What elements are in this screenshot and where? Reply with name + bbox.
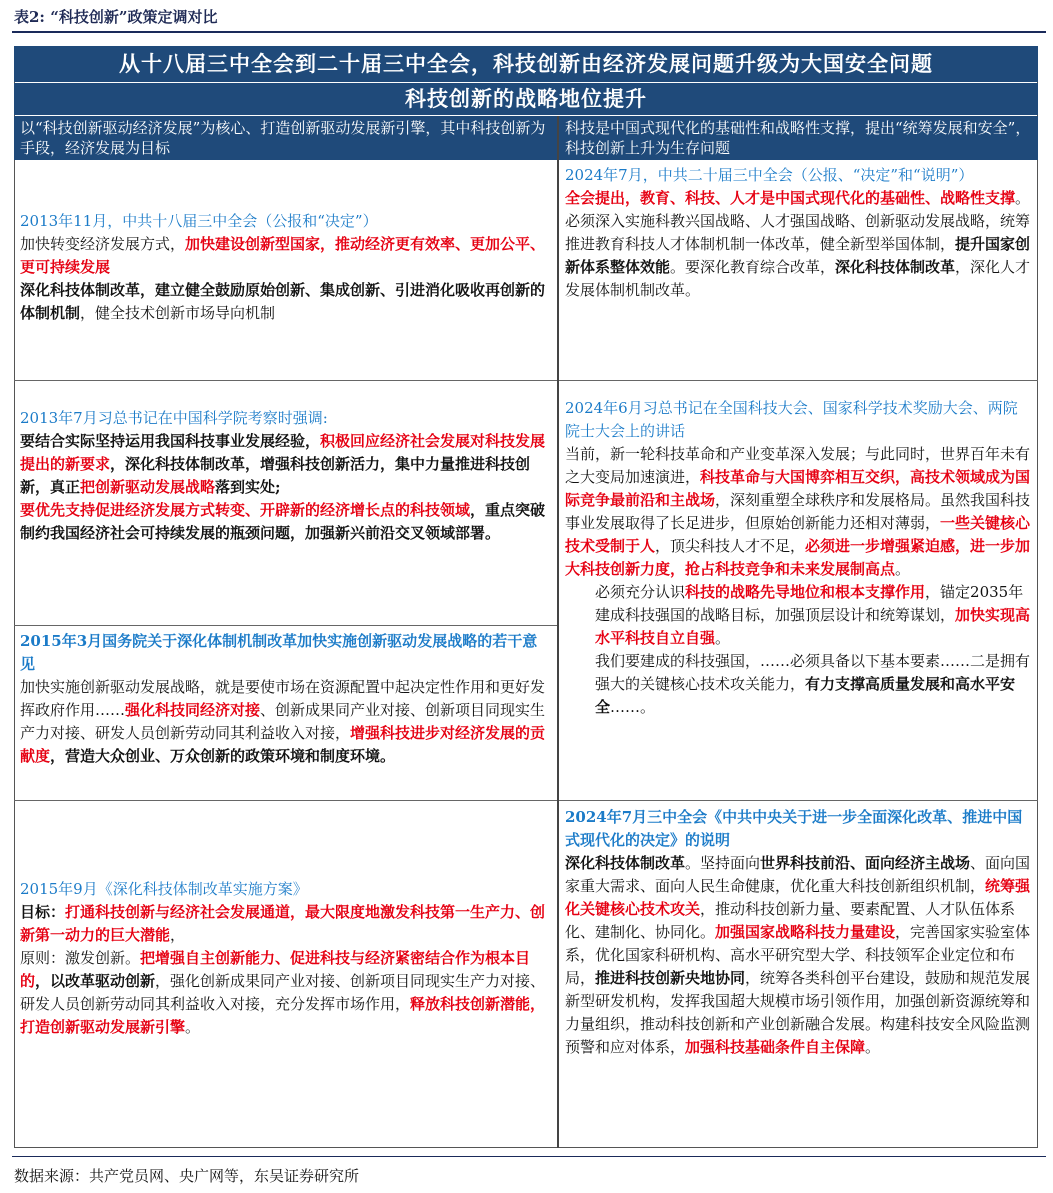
text-run: ， (170, 926, 186, 944)
text-run: 加快实施创新驱动发展战略，就是要使市场在资源配置中起决定性作用和更好发挥政府作用…… (20, 678, 546, 719)
right-cell-2024-jun-speech (559, 397, 1038, 719)
cell-title: 2015年9月《深化科技体制改革实施方案》 (20, 880, 308, 898)
text-run: 必须充分认识 (595, 583, 686, 601)
bold-text: 世界科技前沿、面向经济主战场 (760, 854, 971, 872)
bold-text: 深化科技体制改革 (835, 258, 956, 276)
table-title-banner: 从十八届三中全会到二十届三中全会，科技创新由经济发展问题升级为大国安全问题 (14, 46, 1038, 82)
bold-text: 有力支撑高质量发展和高水平安全 (595, 675, 1016, 716)
bold-text: 推进科技创新央地协同 (595, 969, 746, 987)
right-row-divider (559, 800, 1038, 801)
text-run: ，深刻重塑全球秩序和发展格局。虽然我国科技事业发展取得了长足进步，但原始创新能力还相对薄弱， (565, 491, 1031, 532)
text-run: 。 (895, 560, 911, 578)
cell-title: 2024年6月习总书记在全国科技大会、国家科学技术奖励大会、两院院士大会上的讲话 (565, 399, 1018, 440)
cell-paragraph (20, 499, 551, 545)
text-run: 、面向国家重大需求、面向人民生命健康，优化重大科技创新组织机制， (565, 854, 1031, 895)
emphasis-text: 必须进一步增强紧迫感，进一步加大科技创新力度，抢占科技竞争和未来发展制高点 (565, 537, 1031, 578)
text-run: ，统筹各类科创平台建设，鼓励和规范发展新型研发机构，发挥我国超大规模市场引领作用，加强创新资源统筹和力量组织，推动科技创新和产业创新融合发展。构建科技安全风险监测预警和应对体系， (565, 969, 1031, 1056)
left-cell-2015-mar (14, 630, 557, 768)
right-cell-2024-jul-explanation (559, 806, 1038, 1059)
cell-paragraph (565, 852, 1032, 1059)
text-run: 、创新成果同产业对接、创新项目同现实生产力对接、研发人员创新劳动同其利益收入对接， (20, 701, 546, 742)
left-row-divider (14, 380, 557, 381)
bold-text: ，深化科技体制改革，增强科技创新活力，集中力量推进科技创新，真正 (20, 455, 531, 496)
emphasis-text: 科技的战略先导地位和根本支撑作用 (685, 583, 926, 601)
cell-title: 2024年7月，中共二十届三中全会（公报、“决定”和“说明”） (565, 166, 974, 184)
text-run: ……。 (610, 698, 656, 716)
cell-paragraph (20, 430, 551, 499)
text-run: 。 (715, 629, 731, 647)
emphasis-text: 释放科技创新潜能，打造创新驱动发展新引擎 (20, 995, 546, 1036)
left-cell-2013-jul (14, 407, 557, 545)
bold-text: 目标： (20, 903, 66, 921)
emphasis-text: 加强科技基础条件自主保障 (685, 1038, 866, 1056)
cell-paragraph (20, 947, 551, 1039)
data-source-note: 数据来源：共产党员网、央广网等，东吴证券研究所 (14, 1167, 360, 1185)
emphasis-text: 加快建设创新型国家，推动经济更有效率、更加公平、更可持续发展 (20, 235, 546, 276)
text-run: 。必须深入实施科教兴国战略、人才强国战略、创新驱动发展战略，统筹推进教育科技人才体制机制一体改革，健全新型举国体制， (565, 189, 1031, 253)
bold-text: ，重点突破制约我国经济社会可持续发展的瓶颈问题，加强新兴前沿交叉领域部署。 (20, 501, 546, 542)
text-run: 加快转变经济发展方式， (20, 235, 186, 253)
emphasis-text: 强化科技同经济对接 (125, 701, 261, 719)
cell-title: 2013年7月习总书记在中国科学院考察时强调: (20, 409, 328, 427)
emphasis-text: 要优先支持促进经济发展方式转变、开辟新的经济增长点的科技领域 (20, 501, 471, 519)
text-run: ，推动科技创新力量、要素配置、人才队伍体系化、建制化、协同化。 (565, 900, 1016, 941)
text-run: 我们要建成的科技强国，……必须具备以下基本要素……二是拥有强大的关键核心技术攻关能力， (595, 652, 1031, 693)
text-run: 。 (185, 1018, 201, 1036)
text-run: 。 (865, 1038, 881, 1056)
cell-paragraph (565, 650, 1032, 719)
emphasis-text: 增强科技进步对经济发展的贡献度 (20, 724, 546, 765)
text-run: 当前，新一轮科技革命和产业变革深入发展；与此同时，世界百年未有之大变局加速演进， (565, 445, 1031, 486)
text-run: 。坚持面向 (685, 854, 761, 872)
emphasis-text: 积极回应经济社会发展对科技发展提出的新要求 (20, 432, 546, 473)
cell-title: 2013年11月，中共十八届三中全会（公报和“决定”） (20, 212, 378, 230)
cell-paragraph (565, 581, 1032, 650)
bold-text: 提升国家创新体系整体效能 (565, 235, 1031, 276)
cell-paragraph (20, 676, 551, 768)
bottom-rule (12, 1156, 1046, 1157)
text-run: ，完善国家实验室体系，优化国家科研机构、高水平研究型大学、科技领军企业定位和布局， (565, 923, 1031, 987)
bold-text: ，以改革驱动创新 (35, 972, 156, 990)
cell-paragraph (20, 233, 551, 279)
caption-rule (12, 31, 1046, 33)
emphasis-text: 加强国家战略科技力量建设 (715, 923, 896, 941)
right-cell-2024-jul-plenum (559, 164, 1038, 302)
cell-paragraph (565, 187, 1032, 302)
emphasis-text: 统筹强化关键核心技术攻关 (565, 877, 1031, 918)
left-row-divider (14, 625, 557, 626)
text-run: ，健全技术创新市场导向机制 (80, 304, 276, 322)
cell-paragraph (20, 279, 551, 325)
bold-text: 深化科技体制改革，建立健全鼓励原始创新、集成创新、引进消化吸收再创新的体制机制 (20, 281, 546, 322)
text-run: ，锚定2035年建成科技强国的战略目标，加强顶层设计和统筹谋划， (595, 583, 1024, 624)
left-row-divider (14, 800, 557, 801)
emphasis-text: 打通科技创新与经济社会发展通道，最大限度地激发科技第一生产力、创新第一动力的巨大潜能 (20, 903, 546, 944)
text-run: ，顶尖科技人才不足， (655, 537, 806, 555)
table-caption: 表2: “科技创新”政策定调对比 (14, 8, 218, 26)
cell-title: 2024年7月三中全会《中共中央关于进一步全面深化改革、推进中国式现代化的决定》的说明 (565, 808, 1023, 849)
emphasis-text: 一些关键核心技术受制于人 (565, 514, 1031, 555)
left-cell-2013-nov (14, 210, 557, 325)
right-column-header: 科技是中国式现代化的基础性和战略性支撑，提出“统筹发展和安全”，科技创新上升为生存问题 (559, 116, 1038, 160)
left-cell-2015-sep (14, 878, 557, 1039)
bold-text: 落到实处; (215, 478, 281, 496)
text-run: 原则：激发创新。 (20, 949, 141, 967)
emphasis-text: 把增强自主创新能力、促进科技与经济紧密结合作为根本目的 (20, 949, 531, 990)
emphasis-text: 把创新驱动发展战略 (80, 478, 216, 496)
text-run: ，深化人才发展体制机制改革。 (565, 258, 1031, 299)
cell-title: 2015年3月国务院关于深化体制机制改革加快实施创新驱动发展战略的若干意见 (20, 632, 538, 673)
left-column-header: 以“科技创新驱动经济发展”为核心、打造创新驱动发展新引擎，其中科技创新为手段，经济发展为目标 (14, 116, 557, 160)
bold-text: 深化科技体制改革 (565, 854, 686, 872)
text-run: 。要深化教育综合改革， (670, 258, 836, 276)
cell-paragraph (20, 901, 551, 947)
table-subtitle-banner: 科技创新的战略地位提升 (14, 83, 1038, 115)
bold-text: 要结合实际坚持运用我国科技事业发展经验， (20, 432, 321, 450)
emphasis-text: 全会提出，教育、科技、人才是中国式现代化的基础性、战略性支撑 (565, 189, 1016, 207)
right-row-divider (559, 380, 1038, 381)
emphasis-text: 科技革命与大国博弈相互交织，高技术领域成为国际竞争最前沿和主战场 (565, 468, 1031, 509)
emphasis-text: 加快实现高水平科技自立自强 (595, 606, 1031, 647)
bold-text: ，营造大众创业、万众创新的政策环境和制度环境。 (50, 747, 396, 765)
text-run: ，强化创新成果同产业对接、创新项目同现实生产力对接、研发人员创新劳动同其利益收入对接，充分发挥市场作用， (20, 972, 546, 1013)
cell-paragraph (565, 443, 1032, 581)
